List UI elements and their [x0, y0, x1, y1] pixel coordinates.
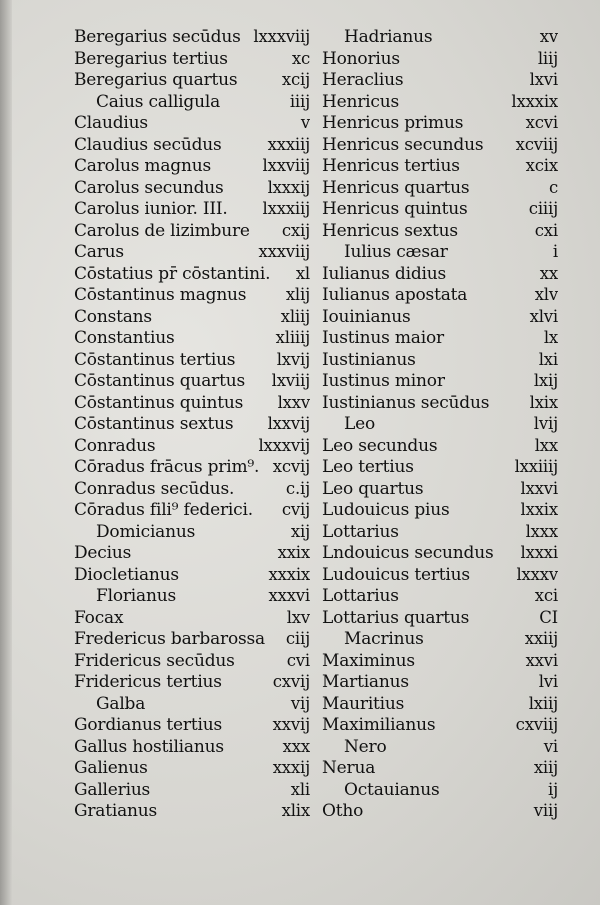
- entry-name: Henricus tertius: [322, 156, 460, 176]
- entry-name: Carolus magnus: [74, 156, 211, 176]
- index-entry: [74, 671, 310, 693]
- entry-name: Leo secundus: [322, 435, 438, 456]
- entry-folio-number: CI: [539, 607, 558, 627]
- entry-name: Mauritius: [322, 693, 405, 714]
- entry-folio-number: xcix: [525, 156, 558, 175]
- entry-folio-number: vi: [543, 736, 558, 756]
- entry-name: Gratianus: [74, 801, 158, 821]
- entry-folio-number: lxvij: [276, 349, 310, 369]
- entry-folio-number: xlix: [281, 801, 310, 820]
- entry-name: Iulius cæsar: [344, 242, 448, 262]
- entry-name: Nerua: [322, 758, 376, 778]
- entry-folio-number: cvij: [281, 500, 310, 519]
- entry-name: Maximilianus: [322, 715, 436, 735]
- entry-name: Henricus: [322, 91, 399, 112]
- entry-folio-number: xlv: [534, 285, 558, 304]
- entry-name: Claudius: [74, 113, 148, 133]
- entry-name: Cōradus fili⁹ federici.: [74, 500, 253, 520]
- index-entry: [322, 134, 558, 156]
- entry-folio-number: xliij: [280, 306, 310, 326]
- entry-name: Galba: [96, 693, 146, 714]
- entry-folio-number: viij: [533, 801, 558, 820]
- entry-folio-number: liij: [537, 48, 558, 68]
- entry-name: Decius: [74, 543, 132, 563]
- entry-name: Heraclius: [322, 70, 404, 90]
- index-entry: [322, 521, 558, 543]
- index-entry: [322, 263, 558, 285]
- entry-folio-number: xxvij: [272, 715, 310, 734]
- index-entry: [74, 327, 310, 349]
- entry-folio-number: lxxx: [525, 521, 558, 541]
- entry-name: Cōstantinus magnus: [74, 285, 247, 305]
- index-entry: [74, 693, 310, 715]
- entry-folio-number: xcij: [281, 70, 310, 89]
- entry-folio-number: lx: [543, 328, 558, 347]
- index-entry: [74, 284, 310, 306]
- entry-folio-number: i: [552, 242, 558, 261]
- index-entry: [322, 112, 558, 134]
- right-index-column: [322, 26, 558, 822]
- entry-name: Constans: [74, 306, 152, 327]
- index-entry: [74, 800, 310, 822]
- index-entry: [322, 177, 558, 199]
- entry-folio-number: xxiij: [524, 629, 558, 648]
- index-entry: [322, 628, 558, 650]
- entry-name: Cōstatius pr̄ cōstantini.: [74, 263, 271, 284]
- entry-folio-number: xiij: [533, 758, 558, 777]
- entry-name: Lottarius: [322, 586, 399, 606]
- entry-folio-number: xxxviij: [258, 242, 310, 261]
- entry-name: Iustinianus: [322, 349, 416, 370]
- page-gutter-shadow: [0, 0, 12, 905]
- entry-folio-number: xli: [290, 779, 310, 799]
- entry-name: Otho: [322, 801, 364, 821]
- entry-name: Ludouicus pius: [322, 500, 450, 520]
- entry-name: Beregarius secūdus: [74, 27, 241, 47]
- index-entry: [74, 499, 310, 521]
- entry-name: Henricus quartus: [322, 177, 470, 198]
- entry-folio-number: lxxvi: [520, 478, 558, 498]
- entry-folio-number: lxxvij: [267, 414, 310, 433]
- index-entry: [322, 499, 558, 521]
- index-entry: [74, 736, 310, 758]
- entry-folio-number: lxxxi: [520, 543, 558, 562]
- index-entry: [74, 48, 310, 70]
- entry-folio-number: iiij: [289, 91, 310, 111]
- index-entry: [322, 155, 558, 177]
- entry-folio-number: lxxix: [520, 500, 558, 519]
- index-entry: [322, 585, 558, 607]
- index-entry: [322, 779, 558, 801]
- entry-name: Lottarius: [322, 521, 399, 542]
- index-entry: [74, 413, 310, 435]
- left-index-column: [74, 26, 310, 822]
- index-entry: [74, 177, 310, 199]
- entry-name: Gallus hostilianus: [74, 736, 224, 757]
- index-entry: [74, 392, 310, 414]
- entry-folio-number: xc: [291, 48, 310, 68]
- entry-folio-number: lxxxij: [267, 177, 310, 197]
- index-entry: [74, 585, 310, 607]
- entry-folio-number: xlvi: [529, 306, 558, 326]
- entry-folio-number: lxxiiij: [514, 457, 558, 476]
- index-entry: [74, 757, 310, 779]
- index-entry: [74, 112, 310, 134]
- index-entry: [74, 779, 310, 801]
- entry-folio-number: cxi: [534, 220, 558, 240]
- entry-name: Claudius secūdus: [74, 134, 222, 155]
- entry-name: Conradus secūdus.: [74, 478, 235, 499]
- index-entry: [322, 435, 558, 457]
- entry-name: Cōradus frācus prim⁹.: [74, 457, 260, 477]
- entry-folio-number: xcvi: [525, 113, 558, 132]
- entry-folio-number: c.ij: [285, 478, 310, 498]
- entry-name: Henricus secundus: [322, 134, 484, 155]
- index-entry: [74, 349, 310, 371]
- entry-name: Diocletianus: [74, 564, 179, 585]
- entry-folio-number: xcvij: [272, 457, 310, 476]
- index-entry: [322, 736, 558, 758]
- index-entry: [74, 650, 310, 672]
- index-entry: [74, 714, 310, 736]
- index-entry: [322, 714, 558, 736]
- index-entry: [322, 241, 558, 263]
- index-entry: [322, 757, 558, 779]
- entry-folio-number: xx: [539, 263, 558, 283]
- index-entry: [74, 370, 310, 392]
- entry-folio-number: xcviij: [515, 134, 558, 154]
- entry-name: Martianus: [322, 672, 409, 692]
- entry-name: Lndouicus secundus: [322, 543, 494, 563]
- index-entry: [322, 542, 558, 564]
- entry-name: Iulianus didius: [322, 263, 447, 284]
- index-entry: [74, 134, 310, 156]
- index-entry: [74, 478, 310, 500]
- entry-name: Iulianus apostata: [322, 285, 468, 305]
- entry-name: Lottarius quartus: [322, 607, 470, 628]
- entry-folio-number: ij: [548, 779, 558, 799]
- entry-name: Cōstantinus sextus: [74, 414, 234, 434]
- entry-folio-number: vij: [290, 693, 310, 713]
- index-entry: [74, 69, 310, 91]
- entry-folio-number: lxi: [538, 349, 558, 369]
- index-entry: [74, 435, 310, 457]
- index-entry: [74, 456, 310, 478]
- index-entry: [322, 26, 558, 48]
- entry-folio-number: lxxxvij: [258, 435, 310, 455]
- entry-name: Leo tertius: [322, 457, 414, 477]
- entry-folio-number: lxviij: [271, 371, 310, 390]
- entry-name: Honorius: [322, 48, 400, 69]
- entry-name: Florianus: [96, 586, 176, 606]
- entry-name: Iustinianus secūdus: [322, 392, 490, 413]
- entry-folio-number: lxxv: [277, 392, 310, 412]
- entry-name: Fridericus secūdus: [74, 650, 235, 671]
- entry-name: Beregarius quartus: [74, 70, 238, 90]
- entry-folio-number: xci: [534, 586, 558, 605]
- index-entry: [322, 69, 558, 91]
- entry-folio-number: lvij: [533, 414, 558, 433]
- entry-folio-number: cxvij: [272, 672, 310, 691]
- entry-name: Focax: [74, 607, 124, 628]
- entry-name: Conradus: [74, 435, 156, 456]
- entry-folio-number: xij: [290, 521, 310, 541]
- entry-name: Fredericus barbarossa: [74, 629, 265, 649]
- index-entry: [322, 671, 558, 693]
- index-entry: [322, 413, 558, 435]
- index-entry: [322, 564, 558, 586]
- entry-folio-number: lxv: [286, 607, 310, 627]
- entry-name: Ludouicus tertius: [322, 564, 470, 585]
- index-entry: [74, 564, 310, 586]
- entry-folio-number: lxxxiij: [262, 199, 310, 218]
- entry-folio-number: lxij: [533, 371, 558, 390]
- entry-name: Gallerius: [74, 779, 151, 800]
- entry-name: Leo quartus: [322, 478, 424, 499]
- entry-name: Carolus secundus: [74, 177, 224, 198]
- entry-folio-number: xxxvi: [268, 586, 310, 605]
- index-entry: [322, 349, 558, 371]
- entry-folio-number: xlij: [285, 285, 310, 304]
- index-entry: [322, 327, 558, 349]
- entry-name: Hadrianus: [344, 27, 433, 47]
- index-entry: [322, 91, 558, 113]
- index-entry: [74, 91, 310, 113]
- index-entry: [322, 650, 558, 672]
- entry-name: Macrinus: [344, 629, 424, 649]
- entry-name: Henricus quintus: [322, 199, 468, 219]
- index-entry: [322, 607, 558, 629]
- entry-folio-number: v: [300, 113, 310, 132]
- index-entry: [74, 628, 310, 650]
- entry-folio-number: lxx: [534, 435, 558, 455]
- index-entry: [74, 607, 310, 629]
- entry-name: Iouinianus: [322, 306, 411, 327]
- entry-folio-number: cxviij: [515, 715, 558, 734]
- entry-name: Cōstantinus quintus: [74, 392, 244, 413]
- entry-name: Beregarius tertius: [74, 48, 228, 69]
- entry-name: Gordianus tertius: [74, 715, 222, 735]
- entry-name: Henricus primus: [322, 113, 464, 133]
- index-entry: [322, 220, 558, 242]
- entry-folio-number: lxxxviij: [253, 27, 310, 46]
- entry-folio-number: xl: [295, 263, 310, 283]
- index-entry: [74, 521, 310, 543]
- index-entry: [74, 542, 310, 564]
- index-entry: [322, 48, 558, 70]
- index-entry: [74, 263, 310, 285]
- entry-name: Octauianus: [344, 779, 440, 800]
- entry-name: Fridericus tertius: [74, 672, 222, 692]
- entry-name: Leo: [344, 414, 375, 434]
- entry-name: Maximinus: [322, 650, 415, 671]
- index-entry: [322, 284, 558, 306]
- entry-folio-number: xxvi: [525, 650, 558, 670]
- index-entry: [322, 306, 558, 328]
- entry-folio-number: lxix: [529, 392, 558, 412]
- entry-folio-number: cvi: [286, 650, 310, 670]
- entry-name: Carolus iunior. III.: [74, 199, 228, 219]
- entry-name: Constantius: [74, 328, 175, 348]
- entry-folio-number: xxx: [282, 736, 310, 756]
- entry-folio-number: lxxxv: [516, 564, 558, 584]
- entry-folio-number: xxxix: [268, 564, 310, 584]
- entry-folio-number: lxxxix: [511, 91, 558, 111]
- entry-folio-number: cxij: [281, 220, 310, 240]
- entry-folio-number: lxxviij: [262, 156, 310, 175]
- entry-name: Nero: [344, 736, 387, 757]
- index-entry: [322, 392, 558, 414]
- entry-folio-number: xxix: [277, 543, 310, 562]
- entry-name: Carolus de lizimbure: [74, 220, 250, 241]
- entry-name: Cōstantinus tertius: [74, 349, 236, 370]
- index-entry: [322, 370, 558, 392]
- index-entry: [74, 155, 310, 177]
- entry-folio-number: ciij: [285, 629, 310, 648]
- entry-name: Iustinus minor: [322, 371, 445, 391]
- index-entry: [322, 800, 558, 822]
- index-entry: [74, 26, 310, 48]
- entry-name: Henricus sextus: [322, 220, 458, 241]
- entry-folio-number: lvi: [538, 672, 558, 691]
- index-entry: [74, 220, 310, 242]
- entry-name: Domicianus: [96, 521, 196, 542]
- entry-folio-number: xxxij: [272, 758, 310, 777]
- entry-name: Caius calligula: [96, 91, 221, 112]
- index-entry: [74, 198, 310, 220]
- entry-name: Cōstantinus quartus: [74, 371, 245, 391]
- entry-folio-number: c: [548, 177, 558, 197]
- entry-name: Carus: [74, 242, 124, 262]
- entry-name: Galienus: [74, 758, 148, 778]
- index-entry: [322, 478, 558, 500]
- index-entry: [322, 456, 558, 478]
- entry-folio-number: xxxiij: [267, 134, 310, 154]
- index-entry: [322, 693, 558, 715]
- entry-folio-number: lxiij: [528, 693, 558, 713]
- entry-folio-number: xv: [539, 27, 558, 46]
- entry-folio-number: ciiij: [528, 199, 558, 218]
- entry-name: Iustinus maior: [322, 328, 444, 348]
- index-entry: [322, 198, 558, 220]
- index-entry: [74, 306, 310, 328]
- index-entry: [74, 241, 310, 263]
- entry-folio-number: lxvi: [529, 70, 558, 89]
- entry-folio-number: xliiij: [275, 328, 310, 347]
